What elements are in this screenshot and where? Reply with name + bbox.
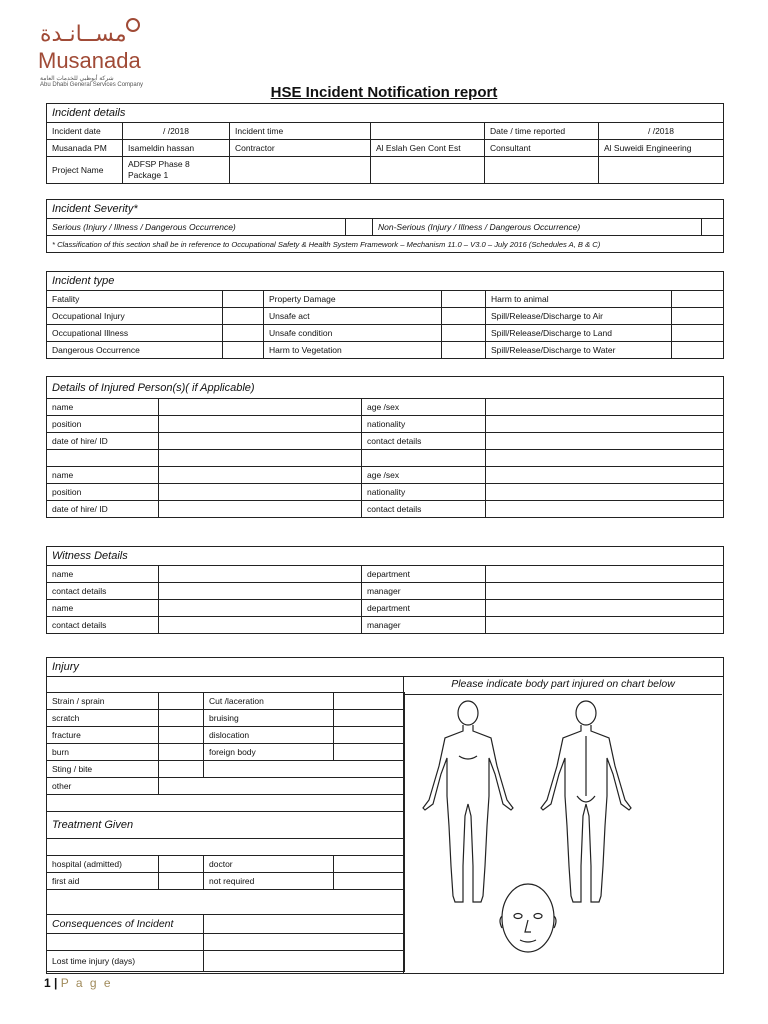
type-unsafe-condition: Unsafe condition (264, 325, 442, 342)
treatment-not-required: not required (204, 873, 334, 890)
treatment-doctor: doctor (204, 856, 334, 873)
injury-burn: burn (47, 744, 159, 761)
spacer-cell (47, 450, 159, 467)
project-empty-cell[interactable] (599, 157, 724, 184)
witness-department-field[interactable] (486, 600, 724, 617)
type-checkbox[interactable] (223, 342, 264, 359)
type-occupational-injury: Occupational Injury (47, 308, 223, 325)
injury-heading: Injury (52, 661, 79, 673)
injury-empty (204, 761, 405, 778)
injured-age-label: age /sex (362, 399, 486, 416)
injury-checkbox[interactable] (334, 693, 405, 710)
injured-nationality-field[interactable] (486, 416, 724, 433)
type-discharge-air: Spill/Release/Discharge to Air (486, 308, 672, 325)
type-checkbox[interactable] (672, 291, 724, 308)
injured-position-label: position (47, 484, 159, 501)
type-property-damage: Property Damage (264, 291, 442, 308)
type-checkbox[interactable] (442, 325, 486, 342)
spacer-cell (47, 890, 405, 915)
witness-department-label: department (362, 600, 486, 617)
witness-contact-field[interactable] (159, 583, 362, 600)
incident-time-label: Incident time (230, 123, 371, 140)
type-checkbox[interactable] (442, 291, 486, 308)
spacer-cell (47, 934, 204, 951)
injured-age-field[interactable] (486, 399, 724, 416)
spacer-cell (486, 450, 724, 467)
injury-checkbox[interactable] (334, 727, 405, 744)
treatment-first-aid: first aid (47, 873, 159, 890)
injured-hire-label: date of hire/ ID (47, 433, 159, 450)
injury-other-field[interactable] (159, 778, 405, 795)
severity-heading: Incident Severity* (47, 200, 724, 219)
injured-contact-label: contact details (362, 433, 486, 450)
type-checkbox[interactable] (442, 308, 486, 325)
witness-department-label: department (362, 566, 486, 583)
consequences-field[interactable] (204, 934, 405, 951)
type-checkbox[interactable] (442, 342, 486, 359)
witness-contact-field[interactable] (159, 617, 362, 634)
head-face-icon[interactable] (500, 884, 556, 952)
injury-fracture: fracture (47, 727, 159, 744)
pm-label: Musanada PM (47, 140, 123, 157)
injured-nationality-label: nationality (362, 416, 486, 433)
contractor-field[interactable]: Al Eslah Gen Cont Est (371, 140, 485, 157)
injured-name-label: name (47, 399, 159, 416)
witness-manager-label: manager (362, 583, 486, 600)
type-checkbox[interactable] (672, 308, 724, 325)
injured-contact-field[interactable] (486, 433, 724, 450)
incident-type-table (46, 271, 724, 359)
treatment-checkbox[interactable] (334, 856, 405, 873)
consequences-heading: Consequences of Incident (47, 915, 204, 934)
witness-table (46, 546, 724, 634)
injury-strain: Strain / sprain (47, 693, 159, 710)
type-checkbox[interactable] (672, 342, 724, 359)
witness-name-field[interactable] (159, 566, 362, 583)
injury-checkbox[interactable] (159, 727, 204, 744)
project-label: Project Name (47, 157, 123, 184)
witness-manager-field[interactable] (486, 617, 724, 634)
page-separator: | (54, 976, 58, 990)
injury-checkbox[interactable] (334, 744, 405, 761)
spacer-cell (47, 839, 405, 856)
injured-persons-table (46, 376, 724, 518)
incident-date-field[interactable]: / /2018 (123, 123, 230, 140)
injury-sting: Sting / bite (47, 761, 159, 778)
injury-types-table (46, 692, 405, 972)
date-reported-field[interactable]: / /2018 (599, 123, 724, 140)
type-checkbox[interactable] (223, 325, 264, 342)
lost-time-field[interactable] (204, 951, 405, 972)
serious-label: Serious (Injury / Illness / Dangerous Occurrence) (47, 219, 346, 236)
page-footer (44, 976, 113, 990)
injured-hire-field[interactable] (159, 433, 362, 450)
logo-subtitle-arabic: شركة أبوظبي للخدمات العامة (40, 76, 114, 82)
injured-nationality-field[interactable] (486, 484, 724, 501)
non-serious-label: Non-Serious (Injury / Illness / Dangerous Occurrence) (373, 219, 702, 236)
incident-details-table (46, 103, 724, 184)
project-line-2: Package 1 (128, 170, 169, 180)
project-empty-cell[interactable] (485, 157, 599, 184)
witness-name-field[interactable] (159, 600, 362, 617)
type-harm-vegetation: Harm to Vegetation (264, 342, 442, 359)
witness-contact-label: contact details (47, 583, 159, 600)
pm-field[interactable]: Isameldin hassan (123, 140, 230, 157)
page-number: 1 (44, 976, 51, 990)
injured-position-field[interactable] (159, 416, 362, 433)
witness-name-label: name (47, 566, 159, 583)
logo-mark-icon (126, 18, 140, 32)
project-empty-cell[interactable] (371, 157, 485, 184)
injury-checkbox[interactable] (159, 710, 204, 727)
witness-department-field[interactable] (486, 566, 724, 583)
spacer-cell (159, 450, 362, 467)
injury-checkbox[interactable] (159, 761, 204, 778)
injured-name-field[interactable] (159, 399, 362, 416)
treatment-hospital: hospital (admitted) (47, 856, 159, 873)
injured-hire-field[interactable] (159, 501, 362, 518)
witness-manager-label: manager (362, 617, 486, 634)
serious-checkbox[interactable] (346, 219, 373, 236)
injury-foreign-body: foreign body (204, 744, 334, 761)
injured-contact-label: contact details (362, 501, 486, 518)
type-checkbox[interactable] (223, 308, 264, 325)
injured-name-label: name (47, 467, 159, 484)
body-front-icon[interactable] (423, 701, 513, 902)
page-word: P a g e (60, 976, 113, 990)
injured-age-field[interactable] (486, 467, 724, 484)
type-harm-animal: Harm to animal (486, 291, 672, 308)
non-serious-checkbox[interactable] (702, 219, 724, 236)
injury-checkbox[interactable] (159, 693, 204, 710)
treatment-heading: Treatment Given (47, 812, 405, 839)
divider (46, 676, 723, 677)
logo-arabic-text: مســانـدة (40, 22, 127, 47)
body-chart[interactable] (405, 696, 721, 970)
project-empty-cell[interactable] (230, 157, 371, 184)
project-line-1: ADFSP Phase 8 (128, 159, 190, 169)
contractor-label: Contractor (230, 140, 371, 157)
injury-dislocation: dislocation (204, 727, 334, 744)
body-chart-caption: Please indicate body part injured on chart below (451, 678, 675, 690)
type-checkbox[interactable] (223, 291, 264, 308)
treatment-checkbox[interactable] (334, 873, 405, 890)
injured-heading: Details of Injured Person(s)( if Applicable) (47, 377, 724, 399)
incident-type-heading: Incident type (47, 272, 724, 291)
injury-checkbox[interactable] (334, 710, 405, 727)
witness-contact-label: contact details (47, 617, 159, 634)
spacer-cell (362, 450, 486, 467)
body-back-icon[interactable] (541, 701, 631, 902)
divider (404, 694, 722, 695)
injury-other: other (47, 778, 159, 795)
spacer-cell (47, 795, 405, 812)
injured-nationality-label: nationality (362, 484, 486, 501)
injured-hire-label: date of hire/ ID (47, 501, 159, 518)
consultant-field[interactable]: Al Suweidi Engineering (599, 140, 724, 157)
type-occupational-illness: Occupational Illness (47, 325, 223, 342)
consequences-field[interactable] (204, 915, 405, 934)
incident-time-field[interactable] (371, 123, 485, 140)
type-checkbox[interactable] (672, 325, 724, 342)
injury-checkbox[interactable] (159, 744, 204, 761)
incident-severity-table (46, 199, 724, 253)
injured-position-field[interactable] (159, 484, 362, 501)
type-discharge-land: Spill/Release/Discharge to Land (486, 325, 672, 342)
injured-contact-field[interactable] (486, 501, 724, 518)
injured-age-label: age /sex (362, 467, 486, 484)
injury-scratch: scratch (47, 710, 159, 727)
treatment-checkbox[interactable] (159, 873, 204, 890)
incident-details-heading: Incident details (47, 104, 724, 123)
lost-time-label: Lost time injury (days) (47, 951, 204, 972)
injured-name-field[interactable] (159, 467, 362, 484)
type-fatality: Fatality (47, 291, 223, 308)
consultant-label: Consultant (485, 140, 599, 157)
injured-position-label: position (47, 416, 159, 433)
treatment-checkbox[interactable] (159, 856, 204, 873)
project-field[interactable] (123, 157, 230, 184)
witness-manager-field[interactable] (486, 583, 724, 600)
injury-cut: Cut /laceration (204, 693, 334, 710)
logo-latin-text: Musanada (38, 48, 141, 73)
witness-heading: Witness Details (47, 547, 724, 566)
injury-bruising: bruising (204, 710, 334, 727)
date-reported-label: Date / time reported (485, 123, 599, 140)
witness-name-label: name (47, 600, 159, 617)
type-dangerous-occurrence: Dangerous Occurrence (47, 342, 223, 359)
type-discharge-water: Spill/Release/Discharge to Water (486, 342, 672, 359)
logo-subtitle-english: Abu Dhabi General Services Company (40, 82, 144, 88)
severity-note: * Classification of this section shall be in reference to Occupational Safety & Health System Framework – Mechanism 11.0 – V3.0 – July 2016 (Schedules A, B & C) (47, 236, 724, 253)
incident-date-label: Incident date (47, 123, 123, 140)
page-title: HSE Incident Notification report (270, 84, 498, 101)
type-unsafe-act: Unsafe act (264, 308, 442, 325)
